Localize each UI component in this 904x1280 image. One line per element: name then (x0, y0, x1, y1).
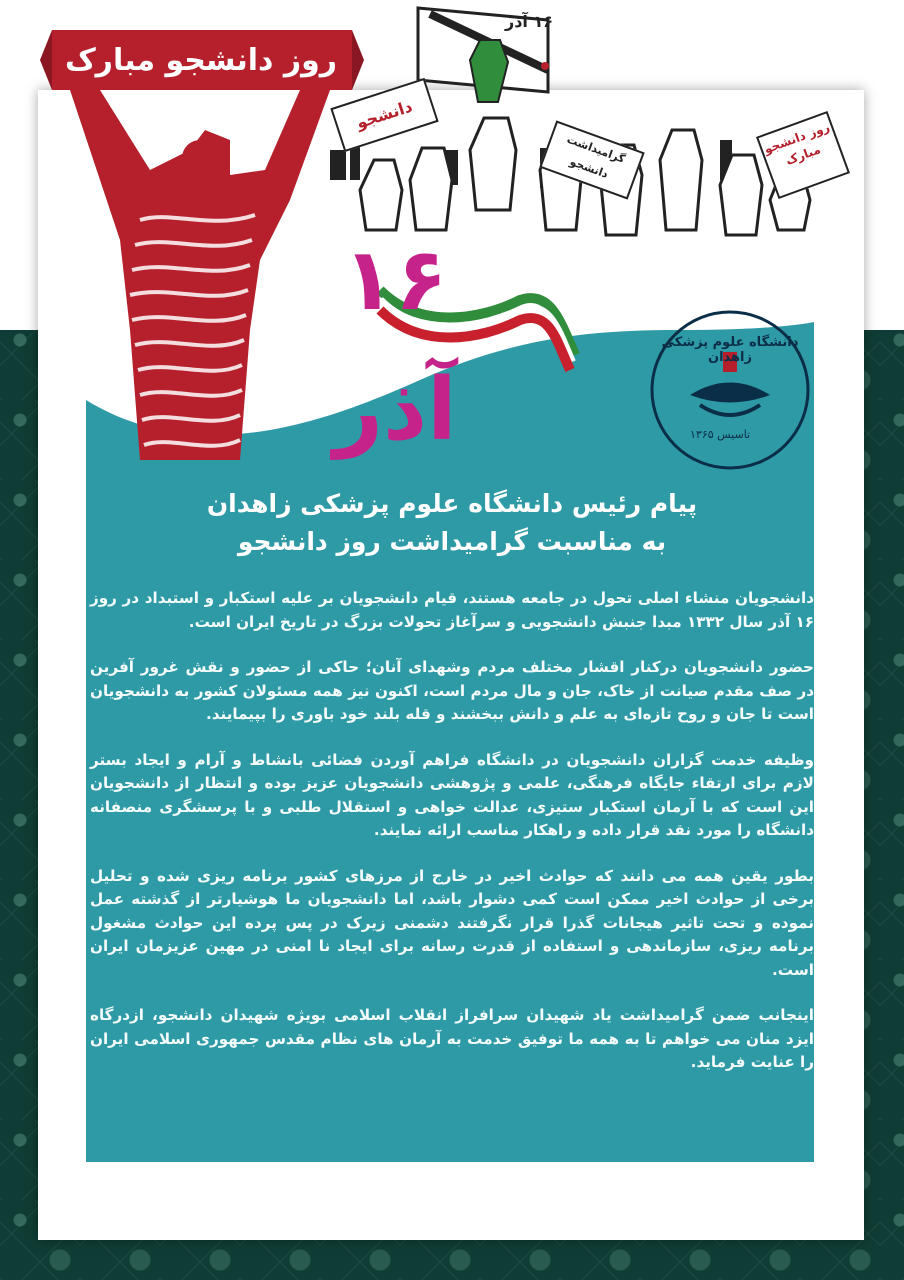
message-paragraph-3: وظیفه خدمت گزاران دانشجویان در دانشگاه فراهم آوردن فضائی بانشاط و آرام و ایجاد بستر لازم برای ارتقاء جایگاه فرهنگی، علمی و پژوهشی دانشجویان عزیز بوده و انتظار از دانشجویان این است که با آرمان استکبار ستیزی، عدالت خواهی و استقلال طلبی و با پرسشگری منصفانه دانشگاه را مورد نقد قرار داده و راهکار مناسب ارائه نمایند. (90, 750, 814, 839)
sign-right: روز دانشجو مبارک (756, 111, 850, 199)
pen-sign-text: ۱۶ آذر (505, 12, 554, 31)
message-title-line2: به مناسبت گرامیداشت روز دانشجو (237, 527, 667, 556)
university-name: دانشگاه علوم پزشکی زاهدان (661, 335, 799, 365)
message-paragraph-1: دانشجویان منشاء اصلی تحول در جامعه هستند، قیام دانشجویان بر علیه استکبار و استبداد در روز ۱۶ آذر سال ۱۳۳۲ مبدا جنبش دانشجویی و سرآغاز تحولات بزرگ در تاریخ ایران است. (90, 589, 814, 631)
sign-center: گرامیداشت دانشجو (539, 120, 644, 199)
message-paragraph-5: اینجانب ضمن گرامیداشت یاد شهیدان سرافراز انقلاب اسلامی بویژه شهیدان دانشجو، ازدرگاه ایزد منان می خواهم تا به همه ما توفیق خدمت به آرمان های نظام مقدس جمهوری اسلامی ایران را عنایت فرماید. (90, 1006, 814, 1071)
banner-title: روز دانشجو مبارک (64, 43, 338, 78)
message-title (90, 485, 814, 561)
message-paragraph-4: بطور یقین همه می دانند که حوادث اخیر در خارج از مرزهای کشور برنامه ریزی شده و تحلیل برخی از حوادث اخیر ممکن است کمی دشوار باشد، اما دانشجویان ما هوشیارتر از گذشته عمل نموده و تحت تاثیر هیجانات گذرا قرار نگرفتند دشمنی زیرک در پس پرده این حوادث مشغول برنامه ریزی، سازماندهی و استفاده از قدرت رسانه برای ایجاد نا امنی در مهین عزیزمان ایران است. (90, 866, 814, 979)
message-body (90, 485, 814, 1165)
university-founded: تاسیس ۱۳۶۵ (690, 428, 751, 441)
date-emblem-text: ۱۶ آذر (333, 230, 457, 460)
message-title-line1: پیام رئیس دانشگاه علوم پزشکی زاهدان (206, 489, 698, 518)
sign-left: دانشجو (330, 78, 438, 152)
message-paragraph-2: حضور دانشجویان درکنار اقشار مختلف مردم وشهدای آنان؛ حاکی از حضور و نقش غرور آفرین در صف مقدم صیانت از خاک، جان و مال مردم است، اکنون نیز همه مسئولان کشور به دانشجویان است تا جان و روح تازه‌ای به علم و دانش ببخشند و قله بلند خود باوری را بپیمایند. (90, 658, 814, 723)
